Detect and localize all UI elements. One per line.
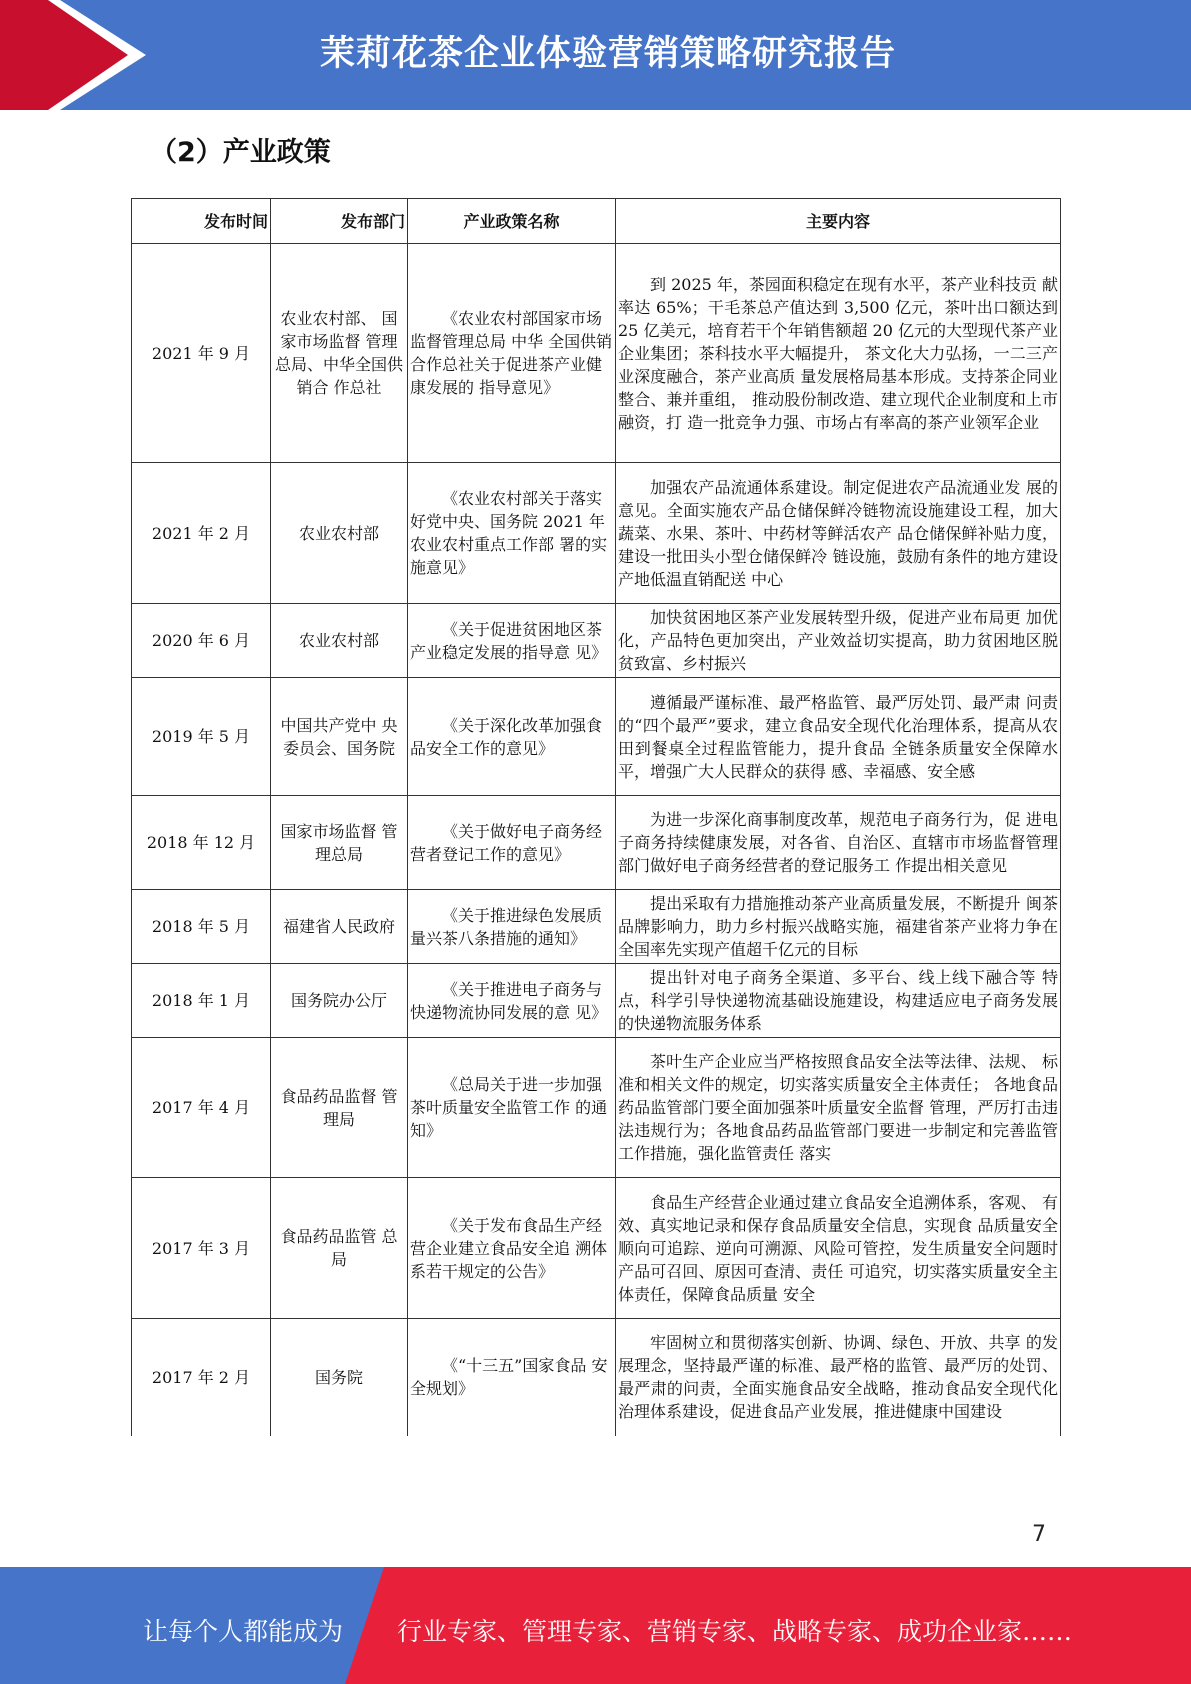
table-row [132, 463, 1061, 604]
cell-policy-name: 《关于推进电子商务与 快递物流协同发展的意 见》 [408, 964, 616, 1038]
table-row [132, 244, 1061, 463]
table-row [132, 1178, 1061, 1319]
cell-content: 加快贫困地区茶产业发展转型升级，促进产业布局更 加优化，产品特色更加突出，产业效益切实提高，助力贫困地区脱贫致富、乡村振兴 [616, 604, 1061, 678]
cell-dept: 食品药品监管 总局 [271, 1178, 408, 1319]
cell-date: 2017 年 2 月 [132, 1319, 271, 1436]
cell-date: 2020 年 6 月 [132, 604, 271, 678]
table-row [132, 964, 1061, 1038]
cell-content: 加强农产品流通体系建设。制定促进农产品流通业发 展的意见。全面实施农产品仓储保鲜冷链物流设施建设工程，加大蔬菜、水果、茶叶、中药材等鲜活农产 品仓储保鲜补贴力度，建设一批田头小型仓储保鲜冷 链设施，鼓励有条件的地方建设产地低温直销配送 中心 [616, 463, 1061, 604]
col-header-dept: 发布部门 [271, 199, 408, 244]
cell-dept: 福建省人民政府 [271, 890, 408, 964]
cell-content: 食品生产经营企业通过建立食品安全追溯体系，客观、 有效、真实地记录和保存食品质量安全信息，实现食 品质量安全顺向可追踪、逆向可溯源、风险可管控，发生质量安全问题时产品可召回、原因可查清、责任 可追究，切实落实质量安全主体责任，保障食品质量 安全 [616, 1178, 1061, 1319]
section-title: （2）产业政策 [150, 137, 331, 168]
table-header-row [132, 199, 1061, 244]
cell-policy-name: 《农业农村部关于落实 好党中央、国务院 2021 年农业农村重点工作部 署的实施意见》 [408, 463, 616, 604]
cell-content: 提出针对电子商务全渠道、多平台、线上线下融合等 特点，科学引导快递物流基础设施建设，构建适应电子商务发展的快递物流服务体系 [616, 964, 1061, 1038]
cell-policy-name: 《关于促进贫困地区茶 产业稳定发展的指导意 见》 [408, 604, 616, 678]
cell-date: 2021 年 2 月 [132, 463, 271, 604]
table-row [132, 604, 1061, 678]
cell-content: 牢固树立和贯彻落实创新、协调、绿色、开放、共享 的发展理念，坚持最严谨的标准、最严格的监管、最严厉的处罚、最严肃的问责，全面实施食品安全战略，推动食品安全现代化治理体系建设，促进食品产业发展，推进健康中国建设 [616, 1319, 1061, 1436]
table-row [132, 678, 1061, 796]
cell-content: 为进一步深化商事制度改革，规范电子商务行为，促 进电子商务持续健康发展，对各省、自治区、直辖市市场监督管理部门做好电子商务经营者的登记服务工 作提出相关意见 [616, 796, 1061, 890]
cell-date: 2018 年 1 月 [132, 964, 271, 1038]
table-row [132, 890, 1061, 964]
cell-policy-name: 《关于发布食品生产经 营企业建立食品安全追 溯体系若干规定的公告》 [408, 1178, 616, 1319]
cell-dept: 农业农村部 [271, 463, 408, 604]
cell-dept: 农业农村部 [271, 604, 408, 678]
cell-date: 2019 年 5 月 [132, 678, 271, 796]
header-arrow-shape [0, 0, 160, 110]
cell-dept: 国务院办公厅 [271, 964, 408, 1038]
cell-policy-name: 《农业农村部国家市场监督管理总局 中华 全国供销合作总社关于促进茶产业健康发展的 指导意见》 [408, 244, 616, 463]
cell-policy-name: 《关于深化改革加强食 品安全工作的意见》 [408, 678, 616, 796]
cell-dept: 国家市场监督 管理总局 [271, 796, 408, 890]
cell-dept: 国务院 [271, 1319, 408, 1436]
cell-dept: 食品药品监督 管理局 [271, 1038, 408, 1178]
cell-policy-name: 《关于推进绿色发展质 量兴茶八条措施的通知》 [408, 890, 616, 964]
report-title: 茉莉花茶企业体验营销策略研究报告 [320, 34, 897, 74]
cell-date: 2018 年 12 月 [132, 796, 271, 890]
table-row [132, 1038, 1061, 1178]
col-header-content: 主要内容 [616, 199, 1061, 244]
cell-content: 到 2025 年，茶园面积稳定在现有水平，茶产业科技贡 献率达 65%；干毛茶总产值达到 3,500 亿元，茶叶出口额达到 25 亿美元，培育若干个年销售额超 20 亿元的大型现代茶产业企业集团；茶科技水平大幅提升， 茶文化大力弘扬，一二三产业深度融合，茶产业高质 量发展格局基本形成。支持茶企同业整合、兼并重组， 推动股份制改造、建立现代企业制度和上市融资，打 造一批竞争力强、市场占有率高的茶产业领军企业 [616, 244, 1061, 463]
cell-policy-name: 《“十三五”国家食品 安全规划》 [408, 1319, 616, 1436]
cell-policy-name: 《总局关于进一步加强 茶叶质量安全监管工作 的通知》 [408, 1038, 616, 1178]
col-header-policy-name: 产业政策名称 [408, 199, 616, 244]
table-row [132, 796, 1061, 890]
cell-dept: 农业农村部、 国家市场监督 管理总局、中华全国供销合 作总社 [271, 244, 408, 463]
cell-policy-name: 《关于做好电子商务经 营者登记工作的意见》 [408, 796, 616, 890]
cell-date: 2017 年 3 月 [132, 1178, 271, 1319]
cell-content: 遵循最严谨标准、最严格监管、最严厉处罚、最严肃 问责的“四个最严”要求，建立食品安全现代化治理体系，提高从农田到餐桌全过程监管能力，提升食品 全链条质量安全保障水平，增强广大人民群众的获得 感、幸福感、安全感 [616, 678, 1061, 796]
cell-date: 2017 年 4 月 [132, 1038, 271, 1178]
page-number: 7 [1032, 1522, 1046, 1547]
header-bar [0, 0, 1191, 110]
cell-content: 提出采取有力措施推动茶产业高质量发展，不断提升 闽茶品牌影响力，助力乡村振兴战略实施，福建省茶产业将力争在全国率先实现产值超千亿元的目标 [616, 890, 1061, 964]
col-header-date: 发布时间 [132, 199, 271, 244]
cell-content: 茶叶生产企业应当严格按照食品安全法等法律、法规、 标准和相关文件的规定，切实落实质量安全主体责任； 各地食品药品监管部门要全面加强茶叶质量安全监督 管理，严厉打击违法违规行为；各地食品药品监管部门要进一步制定和完善监管工作措施，强化监管责任 落实 [616, 1038, 1061, 1178]
policy-table [131, 198, 1061, 1436]
cell-dept: 中国共产党中 央委员会、国务院 [271, 678, 408, 796]
cell-date: 2018 年 5 月 [132, 890, 271, 964]
footer-slogan-left: 让每个人都能成为 [143, 1617, 344, 1646]
footer-slogan-right: 行业专家、管理专家、营销专家、战略专家、成功企业家…… [397, 1617, 1073, 1646]
table-row [132, 1319, 1061, 1436]
cell-date: 2021 年 9 月 [132, 244, 271, 463]
